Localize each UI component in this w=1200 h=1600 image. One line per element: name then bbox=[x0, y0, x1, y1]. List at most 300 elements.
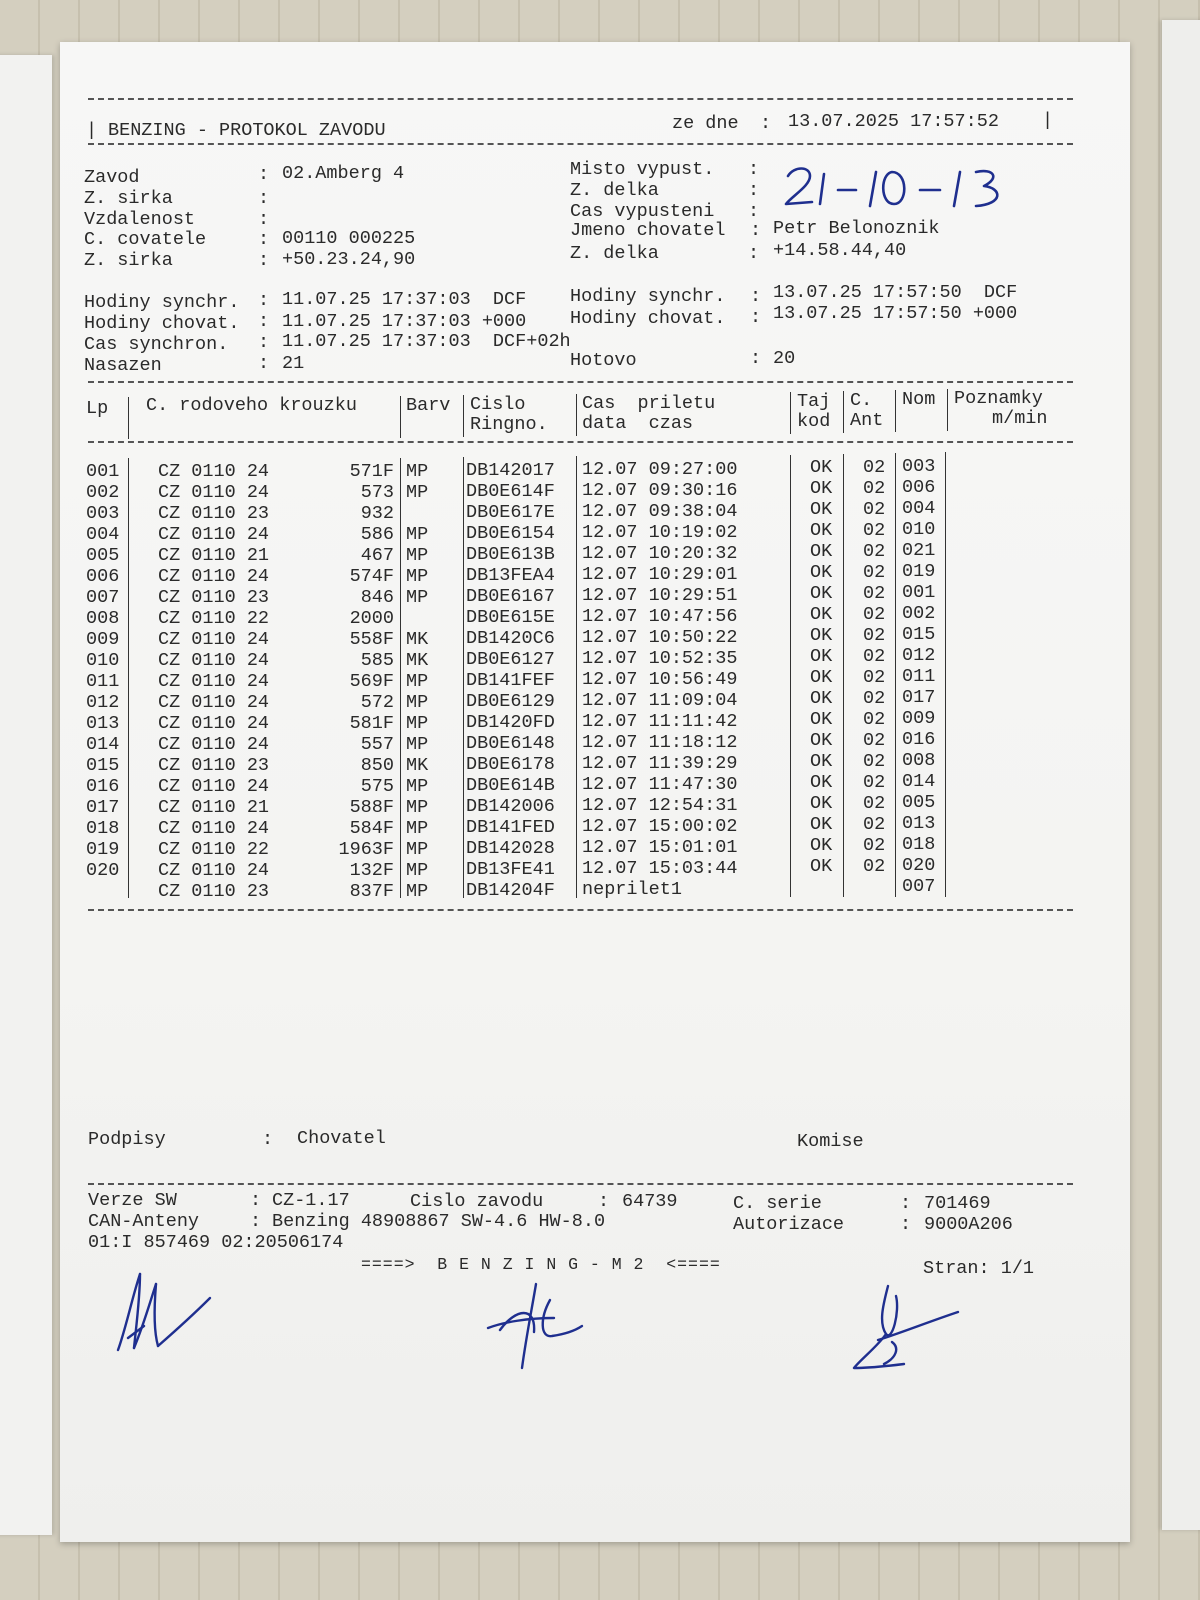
cell-nom: 017 bbox=[902, 687, 936, 708]
signature-2 bbox=[480, 1278, 590, 1374]
cell-ring-num: 558F bbox=[349, 629, 394, 650]
cell-barv: MP bbox=[406, 566, 429, 587]
cell-cas: 12.07 11:18:12 bbox=[582, 732, 738, 753]
col-separator bbox=[947, 389, 948, 431]
cell-ring: CZ 0110 24 bbox=[158, 671, 270, 692]
cell-taj: OK bbox=[810, 625, 833, 646]
cell-ring-num: 584F bbox=[349, 818, 394, 839]
cell-ring: CZ 0110 23 bbox=[158, 587, 270, 608]
cell-cas: 12.07 09:27:00 bbox=[582, 459, 738, 480]
footer-serie-label: C. serie bbox=[733, 1193, 822, 1214]
cell-lp: 007 bbox=[86, 587, 120, 608]
date-label: ze dne bbox=[672, 113, 739, 134]
col-header-poznamky: Poznamky bbox=[954, 388, 1043, 409]
cell-ant: 02 bbox=[863, 688, 886, 709]
cell-ring-num: 575 bbox=[360, 776, 394, 797]
signature-komise-label: Komise bbox=[797, 1131, 864, 1152]
cell-cas: 12.07 15:01:01 bbox=[582, 837, 738, 858]
cell-cas: 12.07 10:52:35 bbox=[582, 648, 738, 669]
col-header-nom: Nom bbox=[902, 389, 936, 410]
info-label-sirka: Z. sirka bbox=[84, 188, 173, 209]
cell-ant: 02 bbox=[863, 541, 886, 562]
col-header-ant: Ant bbox=[850, 410, 884, 431]
table-row bbox=[0, 771, 1200, 797]
sync-label: Hodiny chovat. bbox=[84, 313, 240, 334]
sync-value: 11.07.25 17:37:03 DCF+02h bbox=[282, 331, 571, 352]
sync-value: 13.07.25 17:57:50 DCF bbox=[773, 282, 1018, 303]
footer-autor-label: Autorizace bbox=[733, 1214, 845, 1235]
footer-can-label: CAN-Anteny bbox=[88, 1211, 200, 1232]
table-row bbox=[0, 855, 1200, 881]
sync-label: Hodiny synchr. bbox=[84, 292, 240, 313]
date-value: 13.07.2025 17:57:52 bbox=[788, 111, 999, 132]
sync-colon: : bbox=[750, 286, 762, 307]
cell-ant: 02 bbox=[863, 814, 886, 835]
info-colon: : bbox=[748, 201, 760, 222]
cell-ant: 02 bbox=[863, 835, 886, 856]
cell-ant: 02 bbox=[863, 730, 886, 751]
cell-nom: 006 bbox=[902, 477, 936, 498]
info-value-zavod: 02.Amberg 4 bbox=[282, 163, 405, 184]
cell-ring-num: 132F bbox=[349, 860, 394, 881]
cell-ant: 02 bbox=[863, 562, 886, 583]
sync-label: Hotovo bbox=[570, 350, 637, 371]
cell-lp: 010 bbox=[86, 650, 120, 671]
cell-barv: MP bbox=[406, 692, 429, 713]
cell-cislo: DB0E617E bbox=[466, 502, 555, 523]
table-row bbox=[0, 645, 1200, 671]
cell-ring: CZ 0110 24 bbox=[158, 818, 270, 839]
col-separator bbox=[400, 396, 401, 438]
col-header-taj: Taj bbox=[797, 391, 831, 412]
cell-ring-num: 467 bbox=[360, 545, 394, 566]
divider-header bbox=[88, 143, 1073, 145]
cell-lp: 014 bbox=[86, 734, 120, 755]
cell-lp: 018 bbox=[86, 818, 120, 839]
cell-nom: 007 bbox=[902, 876, 936, 897]
cell-cislo: DB0E6154 bbox=[466, 523, 555, 544]
cell-barv: MP bbox=[406, 461, 429, 482]
col-header-ring: C. rodoveho krouzku bbox=[146, 395, 357, 416]
cell-taj: OK bbox=[810, 772, 833, 793]
info-label-zavod: Zavod bbox=[84, 167, 140, 188]
cell-ring: CZ 0110 24 bbox=[158, 524, 270, 545]
cell-lp: 019 bbox=[86, 839, 120, 860]
col-header-data: data czas bbox=[582, 413, 694, 434]
footer-colon: : bbox=[250, 1211, 262, 1232]
cell-barv: MP bbox=[406, 734, 429, 755]
sync-colon: : bbox=[750, 307, 762, 328]
info-colon: : bbox=[258, 209, 270, 230]
cell-ant: 02 bbox=[863, 646, 886, 667]
footer-colon: : bbox=[900, 1214, 912, 1235]
cell-barv: MP bbox=[406, 713, 429, 734]
cell-cislo: DB0E615E bbox=[466, 607, 555, 628]
info-colon: : bbox=[258, 250, 270, 271]
table-row bbox=[0, 477, 1200, 503]
cell-lp: 015 bbox=[86, 755, 120, 776]
cell-taj: OK bbox=[810, 562, 833, 583]
cell-cas: 12.07 10:29:51 bbox=[582, 585, 738, 606]
cell-cislo: DB0E6148 bbox=[466, 733, 555, 754]
cell-ant: 02 bbox=[863, 772, 886, 793]
cell-taj: OK bbox=[810, 856, 833, 877]
table-row bbox=[0, 561, 1200, 587]
table-row bbox=[0, 519, 1200, 545]
col-header-kod: kod bbox=[797, 411, 831, 432]
col-header-mmin: m/min bbox=[992, 408, 1048, 429]
cell-cas: 12.07 09:38:04 bbox=[582, 501, 738, 522]
cell-barv: MP bbox=[406, 860, 429, 881]
cell-lp: 009 bbox=[86, 629, 120, 650]
cell-barv: MK bbox=[406, 650, 429, 671]
sync-colon: : bbox=[750, 348, 762, 369]
info-colon: : bbox=[748, 159, 760, 180]
cell-ring: CZ 0110 21 bbox=[158, 545, 270, 566]
cell-ant: 02 bbox=[863, 751, 886, 772]
header-bar-left: | bbox=[86, 120, 98, 141]
table-row bbox=[0, 792, 1200, 818]
divider-top bbox=[88, 98, 1073, 100]
sync-colon: : bbox=[258, 290, 270, 311]
table-row bbox=[0, 603, 1200, 629]
footer-ids: 01:I 857469 02:20506174 bbox=[88, 1232, 344, 1253]
cell-ant: 02 bbox=[863, 478, 886, 499]
table-row bbox=[0, 708, 1200, 734]
cell-cislo: DB13FE41 bbox=[466, 859, 555, 880]
table-row bbox=[0, 540, 1200, 566]
cell-lp: 020 bbox=[86, 860, 120, 881]
cell-ring-num: 837F bbox=[349, 881, 394, 902]
col-header-lp: Lp bbox=[86, 398, 109, 419]
info-value-sirka-2: +50.23.24,90 bbox=[282, 249, 416, 270]
sync-colon: : bbox=[258, 311, 270, 332]
cell-cislo: DB0E613B bbox=[466, 544, 555, 565]
info-label-jmeno: Jmeno chovatel bbox=[570, 220, 726, 241]
cell-ant: 02 bbox=[863, 667, 886, 688]
sync-label: Cas synchron. bbox=[84, 334, 229, 355]
cell-ring-num: 588F bbox=[349, 797, 394, 818]
cell-cas: 12.07 10:50:22 bbox=[582, 627, 738, 648]
footer-colon: : bbox=[598, 1191, 610, 1212]
cell-ant: 02 bbox=[863, 793, 886, 814]
cell-taj: OK bbox=[810, 730, 833, 751]
handwritten-note bbox=[780, 160, 1020, 216]
footer-serie-value: 701469 bbox=[924, 1193, 991, 1214]
col-header-ringno: Ringno. bbox=[470, 414, 548, 435]
info-label-covatele: C. covatele bbox=[84, 229, 207, 250]
cell-ring: CZ 0110 24 bbox=[158, 860, 270, 881]
cell-lp: 004 bbox=[86, 524, 120, 545]
cell-barv: MP bbox=[406, 797, 429, 818]
cell-ring: CZ 0110 24 bbox=[158, 650, 270, 671]
cell-nom: 020 bbox=[902, 855, 936, 876]
cell-taj: OK bbox=[810, 835, 833, 856]
footer-page: Stran: 1/1 bbox=[923, 1258, 1035, 1279]
table-row bbox=[0, 498, 1200, 524]
cell-taj: OK bbox=[810, 499, 833, 520]
info-colon: : bbox=[258, 188, 270, 209]
table-row bbox=[0, 750, 1200, 776]
cell-ant: 02 bbox=[863, 457, 886, 478]
cell-taj: OK bbox=[810, 520, 833, 541]
info-value-covatele: 00110 000225 bbox=[282, 228, 416, 249]
table-row bbox=[0, 876, 1200, 902]
cell-cislo: DB141FED bbox=[466, 817, 555, 838]
cell-nom: 018 bbox=[902, 834, 936, 855]
footer-cislo-value: 64739 bbox=[622, 1191, 678, 1212]
cell-taj: OK bbox=[810, 688, 833, 709]
info-colon: : bbox=[258, 164, 270, 185]
cell-cislo: DB0E6127 bbox=[466, 649, 555, 670]
cell-lp: 005 bbox=[86, 545, 120, 566]
info-colon: : bbox=[750, 220, 762, 241]
cell-ring-num: 2000 bbox=[349, 608, 394, 629]
signature-3 bbox=[848, 1282, 968, 1378]
sync-label: Hodiny chovat. bbox=[570, 308, 726, 329]
cell-ring: CZ 0110 23 bbox=[158, 755, 270, 776]
cell-ring-num: 932 bbox=[360, 503, 394, 524]
col-separator bbox=[790, 392, 791, 434]
table-row bbox=[0, 582, 1200, 608]
cell-taj: OK bbox=[810, 478, 833, 499]
page-title: BENZING - PROTOKOL ZAVODU bbox=[108, 120, 386, 141]
sync-value: 21 bbox=[282, 353, 305, 374]
cell-taj: OK bbox=[810, 541, 833, 562]
cell-cas: 12.07 10:20:32 bbox=[582, 543, 738, 564]
cell-taj: OK bbox=[810, 646, 833, 667]
cell-lp: 002 bbox=[86, 482, 120, 503]
sync-value: 11.07.25 17:37:03 DCF bbox=[282, 289, 527, 310]
cell-nom: 008 bbox=[902, 750, 936, 771]
cell-lp: 013 bbox=[86, 713, 120, 734]
table-row bbox=[0, 729, 1200, 755]
cell-lp: 011 bbox=[86, 671, 120, 692]
cell-cas: 12.07 15:03:44 bbox=[582, 858, 738, 879]
sync-value: 11.07.25 17:37:03 +000 bbox=[282, 311, 527, 332]
sync-colon: : bbox=[258, 353, 270, 374]
sync-label: Hodiny synchr. bbox=[570, 286, 726, 307]
footer-can-value: Benzing 48908867 SW-4.6 HW-8.0 bbox=[272, 1211, 606, 1232]
sync-label: Nasazen bbox=[84, 355, 162, 376]
cell-ring-num: 586 bbox=[360, 524, 394, 545]
info-label-vzdalenost: Vzdalenost bbox=[84, 209, 196, 230]
cell-taj: OK bbox=[810, 604, 833, 625]
cell-cislo: DB0E614B bbox=[466, 775, 555, 796]
cell-ant: 02 bbox=[863, 856, 886, 877]
cell-taj: OK bbox=[810, 793, 833, 814]
col-separator bbox=[576, 394, 577, 436]
cell-nom: 015 bbox=[902, 624, 936, 645]
cell-ant: 02 bbox=[863, 709, 886, 730]
footer-colon: : bbox=[250, 1190, 262, 1211]
cell-nom: 003 bbox=[902, 456, 936, 477]
cell-barv: MP bbox=[406, 776, 429, 797]
cell-ant: 02 bbox=[863, 499, 886, 520]
cell-ring-num: 846 bbox=[360, 587, 394, 608]
cell-ring-num: 581F bbox=[349, 713, 394, 734]
col-separator bbox=[128, 397, 129, 439]
cell-cas: 12.07 12:54:31 bbox=[582, 795, 738, 816]
footer-brand: ====> B E N Z I N G - M 2 <==== bbox=[361, 1255, 721, 1274]
cell-barv: MP bbox=[406, 524, 429, 545]
cell-ant: 02 bbox=[863, 604, 886, 625]
cell-ring-num: 585 bbox=[360, 650, 394, 671]
info-colon: : bbox=[258, 229, 270, 250]
footer-verze-value: CZ-1.17 bbox=[272, 1190, 350, 1211]
signature-1 bbox=[110, 1268, 220, 1358]
cell-lp: 016 bbox=[86, 776, 120, 797]
cell-barv: MP bbox=[406, 881, 429, 902]
cell-nom: 013 bbox=[902, 813, 936, 834]
divider-table-bottom bbox=[88, 909, 1073, 911]
info-label-delka-2: Z. delka bbox=[570, 243, 659, 264]
date-colon: : bbox=[760, 113, 772, 134]
col-separator bbox=[895, 390, 896, 432]
cell-ring: CZ 0110 24 bbox=[158, 776, 270, 797]
info-label-cas-vypusteni: Cas vypusteni bbox=[570, 201, 715, 222]
cell-barv: MP bbox=[406, 482, 429, 503]
cell-ring: CZ 0110 23 bbox=[158, 881, 270, 902]
col-header-barv: Barv bbox=[406, 395, 451, 416]
cell-ring: CZ 0110 24 bbox=[158, 734, 270, 755]
cell-lp: 003 bbox=[86, 503, 120, 524]
footer-verze-label: Verze SW bbox=[88, 1190, 177, 1211]
info-colon: : bbox=[748, 243, 760, 264]
cell-ring-num: 572 bbox=[360, 692, 394, 713]
cell-taj: OK bbox=[810, 457, 833, 478]
divider-footer bbox=[88, 1183, 1073, 1185]
info-label-delka: Z. delka bbox=[570, 180, 659, 201]
cell-cislo: DB13FEA4 bbox=[466, 565, 555, 586]
cell-nom: 009 bbox=[902, 708, 936, 729]
cell-ring-num: 571F bbox=[349, 461, 394, 482]
info-value-delka-2: +14.58.44,40 bbox=[773, 240, 907, 261]
cell-barv: MP bbox=[406, 671, 429, 692]
footer-cislo-label: Cislo zavodu bbox=[410, 1191, 544, 1212]
cell-nom: 014 bbox=[902, 771, 936, 792]
table-row bbox=[0, 834, 1200, 860]
cell-lp: 006 bbox=[86, 566, 120, 587]
cell-cas: 12.07 09:30:16 bbox=[582, 480, 738, 501]
table-row bbox=[0, 456, 1200, 482]
cell-nom: 005 bbox=[902, 792, 936, 813]
cell-cislo: DB142017 bbox=[466, 460, 555, 481]
cell-nom: 001 bbox=[902, 582, 936, 603]
cell-ring: CZ 0110 22 bbox=[158, 608, 270, 629]
cell-cas: 12.07 10:19:02 bbox=[582, 522, 738, 543]
cell-taj: OK bbox=[810, 814, 833, 835]
col-header-cant: C. bbox=[850, 390, 873, 411]
cell-barv: MK bbox=[406, 629, 429, 650]
col-header-cas: Cas priletu bbox=[582, 393, 716, 414]
cell-barv: MP bbox=[406, 839, 429, 860]
table-row bbox=[0, 624, 1200, 650]
table-row bbox=[0, 813, 1200, 839]
signature-chovatel-label: Chovatel bbox=[297, 1128, 386, 1149]
cell-lp: 008 bbox=[86, 608, 120, 629]
cell-ring: CZ 0110 22 bbox=[158, 839, 270, 860]
sync-value: 13.07.25 17:57:50 +000 bbox=[773, 303, 1018, 324]
cell-ring: CZ 0110 24 bbox=[158, 566, 270, 587]
divider-table-top bbox=[88, 381, 1073, 383]
cell-ant: 02 bbox=[863, 625, 886, 646]
signatures-colon: : bbox=[262, 1129, 274, 1150]
footer-colon: : bbox=[900, 1193, 912, 1214]
cell-cislo: DB0E6167 bbox=[466, 586, 555, 607]
cell-nom: 019 bbox=[902, 561, 936, 582]
table-row bbox=[0, 687, 1200, 713]
cell-cislo: DB0E6178 bbox=[466, 754, 555, 775]
cell-ring-num: 850 bbox=[360, 755, 394, 776]
cell-ring: CZ 0110 23 bbox=[158, 503, 270, 524]
cell-nom: 002 bbox=[902, 603, 936, 624]
col-separator bbox=[843, 391, 844, 433]
divider-table-header bbox=[88, 441, 1073, 443]
cell-cislo: DB0E614F bbox=[466, 481, 555, 502]
cell-nom: 004 bbox=[902, 498, 936, 519]
cell-nom: 010 bbox=[902, 519, 936, 540]
cell-cislo: DB142028 bbox=[466, 838, 555, 859]
cell-ring-num: 1963F bbox=[338, 839, 394, 860]
cell-lp: 017 bbox=[86, 797, 120, 818]
cell-barv: MP bbox=[406, 545, 429, 566]
cell-nom: 012 bbox=[902, 645, 936, 666]
cell-cas: 12.07 15:00:02 bbox=[582, 816, 738, 837]
table-row bbox=[0, 666, 1200, 692]
cell-ring-num: 557 bbox=[360, 734, 394, 755]
sync-colon: : bbox=[258, 332, 270, 353]
cell-ring-num: 569F bbox=[349, 671, 394, 692]
cell-ring: CZ 0110 24 bbox=[158, 461, 270, 482]
cell-cas: 12.07 11:09:04 bbox=[582, 690, 738, 711]
cell-taj: OK bbox=[810, 667, 833, 688]
info-value-jmeno: Petr Belonoznik bbox=[773, 218, 940, 239]
cell-cas: 12.07 11:11:42 bbox=[582, 711, 738, 732]
cell-cas: 12.07 10:56:49 bbox=[582, 669, 738, 690]
sync-value: 20 bbox=[773, 348, 796, 369]
cell-ring: CZ 0110 24 bbox=[158, 482, 270, 503]
cell-ring: CZ 0110 24 bbox=[158, 713, 270, 734]
cell-ring-num: 573 bbox=[360, 482, 394, 503]
cell-nom: 011 bbox=[902, 666, 936, 687]
cell-cislo: DB1420FD bbox=[466, 712, 555, 733]
cell-cislo: DB141FEF bbox=[466, 670, 555, 691]
cell-barv: MP bbox=[406, 818, 429, 839]
info-label-sirka-2: Z. sirka bbox=[84, 250, 173, 271]
cell-taj: OK bbox=[810, 709, 833, 730]
header-bar-right: | bbox=[1042, 110, 1054, 131]
col-separator bbox=[463, 395, 464, 437]
cell-nom: 016 bbox=[902, 729, 936, 750]
cell-cas: 12.07 11:47:30 bbox=[582, 774, 738, 795]
cell-cislo: DB1420C6 bbox=[466, 628, 555, 649]
cell-cislo: DB142006 bbox=[466, 796, 555, 817]
cell-cas: neprilet1 bbox=[582, 879, 682, 900]
background-sheet-right bbox=[1162, 20, 1200, 1530]
cell-ring: CZ 0110 24 bbox=[158, 629, 270, 650]
cell-cislo: DB14204F bbox=[466, 880, 555, 901]
cell-nom: 021 bbox=[902, 540, 936, 561]
info-label-misto: Misto vypust. bbox=[570, 159, 715, 180]
info-colon: : bbox=[748, 180, 760, 201]
cell-ant: 02 bbox=[863, 520, 886, 541]
cell-cas: 12.07 10:29:01 bbox=[582, 564, 738, 585]
cell-lp: 001 bbox=[86, 461, 120, 482]
cell-ring-num: 574F bbox=[349, 566, 394, 587]
col-header-cislo: Cislo bbox=[470, 394, 526, 415]
cell-ant: 02 bbox=[863, 583, 886, 604]
